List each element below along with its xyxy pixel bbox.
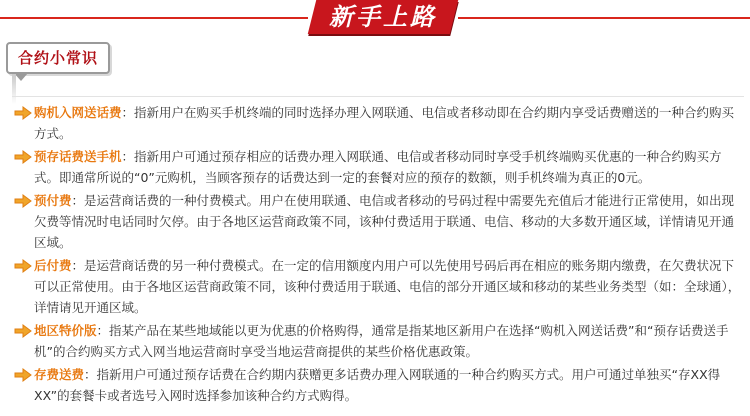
section-badge: 合约小常识 (6, 42, 110, 74)
list-item (14, 102, 746, 144)
section-divider (12, 96, 744, 97)
badge-stem (12, 74, 16, 104)
list-item (14, 255, 746, 318)
banner-left-line (0, 17, 308, 19)
item-text: 指新用户可通过预存相应的话费办理入网联通、电信或者移动同时享受手机终端购买优惠的一种合约购买方式。即通常所说的“0”元购机，当顾客预存的话费达到一定的套餐对应的预存的数额，则手机终端为真正的0元。 (34, 149, 722, 185)
item-text: 指新用户在购买手机终端的同时选择办理入网联通、电信或者移动即在合约期内享受话费赠送的一种合约购买方式。 (34, 105, 735, 141)
banner-title: 新手上路 (329, 3, 437, 31)
list-item (14, 190, 746, 253)
item-text: 是运营商话费的一种付费模式。用户在使用联通、电信或者移动的号码过程中需要先充值后才能进行正常使用，如出现欠费等情况时电话同时欠停。由于各地区运营商政策不同，该种付费适用于联通、电信、移动的大多数开通区域，详情请见开通区域。 (34, 193, 735, 250)
item-term: 预付费 (34, 193, 72, 208)
arrow-right-icon (14, 323, 32, 339)
item-colon: ： (121, 105, 135, 120)
arrow-right-icon (14, 258, 32, 274)
item-text: 是运营商话费的另一种付费模式。在一定的信用额度内用户可以先使用号码后再在相应的账务期内缴费，在欠费状况下可以正常使用。由于各地区运营商政策不同，该种付费适用于联通、电信的部分开通区域和移动的某些业务类型（如：全球通），详情请见开通区域。 (34, 258, 741, 315)
item-colon: ： (121, 149, 135, 164)
item-colon: ： (96, 323, 110, 338)
item-colon: ： (84, 367, 97, 382)
tips-list (14, 102, 746, 408)
list-item (14, 364, 746, 406)
item-colon: ： (71, 193, 85, 208)
item-colon: ： (71, 258, 85, 273)
header-banner (0, 0, 750, 36)
list-item (14, 146, 746, 188)
arrow-right-icon (14, 105, 32, 121)
arrow-right-icon (14, 367, 32, 383)
item-text: 指新用户可通过预存话费在合约期内获赠更多话费办理入网联通的一种合约购买方式。用户可通过单独买“存XX得XX”的套餐卡或者选号入网时选择参加该种合约方式购得。 (34, 367, 721, 403)
list-item (14, 320, 746, 362)
item-term: 后付费 (34, 258, 72, 273)
item-term: 预存话费送手机 (34, 149, 122, 164)
banner-right-line (458, 17, 750, 19)
arrow-right-icon (14, 193, 32, 209)
item-term: 购机入网送话费 (34, 105, 122, 120)
item-term: 存费送费 (34, 367, 85, 382)
item-term: 地区特价版 (34, 323, 97, 338)
item-text: 指某产品在某些地域能以更为优惠的价格购得，通常是指某地区新用户在选择“购机入网送话费”和“预存话费送手机”的合约购买方式入网当地运营商时享受当地运营商提供的某些价格优惠政策。 (34, 323, 729, 359)
arrow-right-icon (14, 149, 32, 165)
